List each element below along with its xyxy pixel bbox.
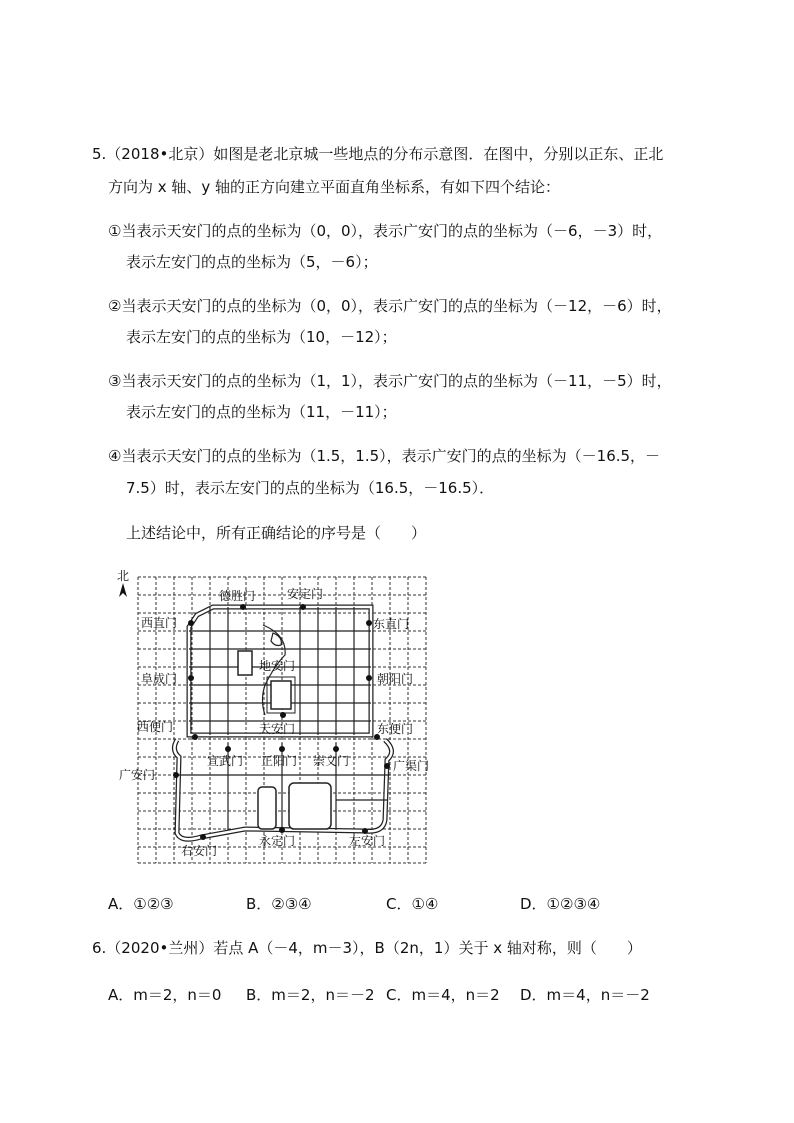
q5-option-c: C．①④ <box>386 895 439 913</box>
map-label-guanganmen: 广安门 <box>119 768 156 782</box>
map-label-chongwenmen: 崇文门 <box>313 754 350 768</box>
map-label-zuoanmen: 左安门 <box>349 834 386 848</box>
map-label-tiananmen: 天安门 <box>259 722 296 736</box>
map-label-dongzhimen: 东直门 <box>373 617 410 631</box>
q5-statement-2a: ②当表示天安门的点的坐标为（0，0），表示广安门的点的坐标为（－12，－6）时， <box>108 297 672 315</box>
q6-option-d: D．m＝4，n＝－2 <box>520 986 650 1004</box>
map-label-dianmen: 地安门 <box>259 659 296 673</box>
q6-option-a: A．m＝2，n＝0 <box>108 986 222 1004</box>
q5-statement-3b: 表示左安门的点的坐标为（11，－11）； <box>126 403 397 421</box>
q5-statement-4b: 7.5）时，表示左安门的点的坐标为（16.5，－16.5）． <box>126 479 495 497</box>
map-label-andingmen: 安定门 <box>287 587 324 601</box>
q5-statement-4a: ④当表示天安门的点的坐标为（1.5，1.5），表示广安门的点的坐标为（－16.5，－ <box>108 447 661 465</box>
map-label-youanmen: 右安门 <box>181 844 218 858</box>
q5-statement-1b: 表示左安门的点的坐标为（5，－6）； <box>126 253 378 271</box>
beijing-map-figure <box>115 565 450 865</box>
q5-option-b: B．②③④ <box>246 895 312 913</box>
map-label-xibianmen: 西便门 <box>137 720 174 734</box>
q5-statement-2b: 表示左安门的点的坐标为（10，－12）； <box>126 328 397 346</box>
map-label-xizhimen: 西直门 <box>141 616 178 630</box>
map-label-deshengmen: 德胜门 <box>219 589 256 603</box>
map-label-dongbianmen: 东便门 <box>377 722 414 736</box>
map-north-label: 北 <box>117 569 130 583</box>
q5-stem-line1: 5.（2018•北京）如图是老北京城一些地点的分布示意图．在图中，分别以正东、正北 <box>92 145 664 163</box>
map-label-fuchengmen: 阜成门 <box>141 672 178 686</box>
map-streets <box>177 607 390 830</box>
q5-option-d: D．①②③④ <box>520 895 601 913</box>
q5-question: 上述结论中，所有正确结论的序号是（ ） <box>126 524 427 542</box>
map-label-guangqumen: 广渠门 <box>393 759 430 773</box>
q5-stem-line2: 方向为 x 轴、y 轴的正方向建立平面直角坐标系，有如下四个结论： <box>108 178 561 196</box>
map-label-chaoyangmen: 朝阳门 <box>377 672 414 686</box>
q5-option-a: A．①②③ <box>108 895 174 913</box>
north-arrow-icon <box>119 583 127 597</box>
map-label-zhengyangmen: 正阳门 <box>261 754 298 768</box>
q6-option-b: B．m＝2，n＝－2 <box>246 986 375 1004</box>
q6-stem: 6.（2020•兰州）若点 A（－4，m－3），B（2n，1）关于 x 轴对称，则（ ） <box>92 939 642 957</box>
q5-statement-1a: ①当表示天安门的点的坐标为（0，0），表示广安门的点的坐标为（－6，－3）时， <box>108 222 663 240</box>
q5-statement-3a: ③当表示天安门的点的坐标为（1，1），表示广安门的点的坐标为（－11，－5）时， <box>108 372 672 390</box>
q6-option-c: C．m＝4，n＝2 <box>386 986 500 1004</box>
map-label-xuanwumen: 宣武门 <box>207 754 244 768</box>
map-label-yongdingmen: 永定门 <box>259 834 296 848</box>
map-blocks <box>238 651 331 829</box>
